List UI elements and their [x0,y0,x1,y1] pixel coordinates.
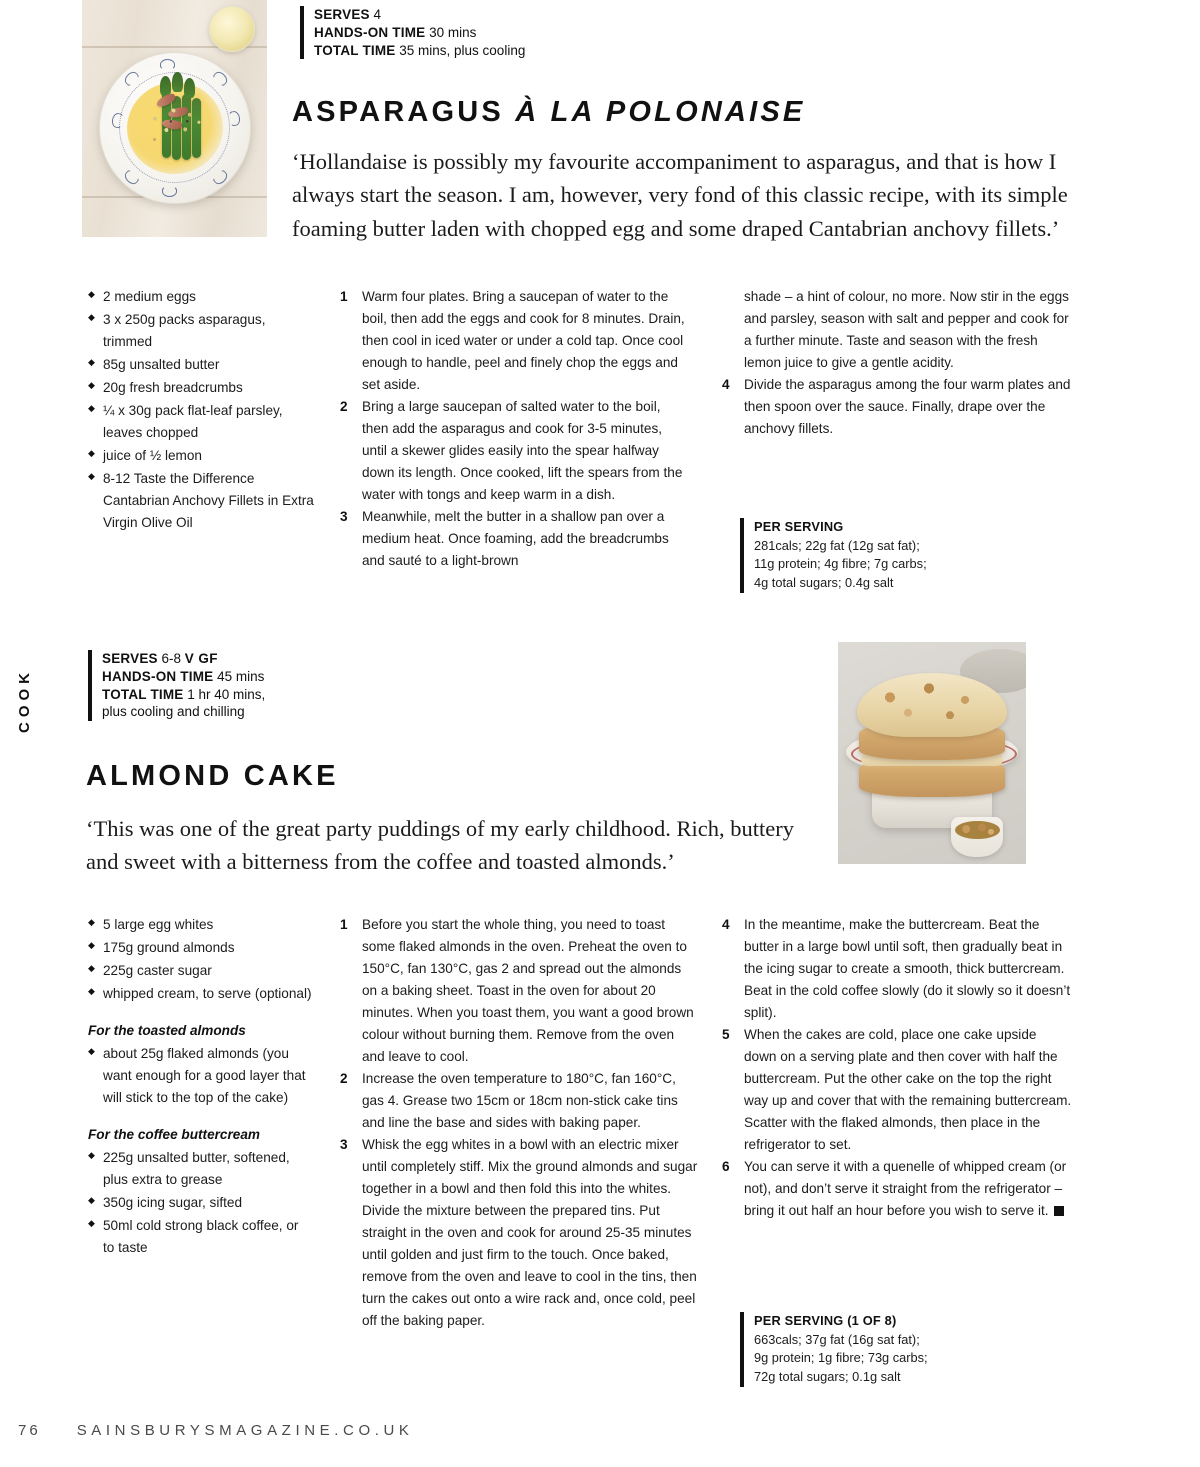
method-step [340,1068,700,1134]
recipe-title-main: ASPARAGUS [292,96,516,128]
section-tab-cook [4,640,44,760]
hands-on-value: 30 mins [429,24,477,40]
website-url: SAINSBURYSMAGAZINE.CO.UK [76,1422,414,1439]
recipe-title-asparagus [292,96,805,129]
plate-motif [160,59,175,70]
step-number: 4 [722,917,730,932]
method-list [722,374,1072,440]
ingredient-item: ◆ about 25g flaked almonds (you want enough for a good layer that will stick to the top of the cake) [88,1043,313,1109]
ingredient-item: ◆ 225g caster sugar [88,960,313,982]
step-number: 1 [340,289,348,304]
plate-motif [110,112,123,129]
nutrition-line: 72g total sugars; 0.1g salt [754,1369,901,1385]
ingredients-list [88,286,318,534]
serves-row [314,6,525,24]
recipe-standfirst-almond-cake: ‘This was one of the great party puddings of my early childhood. Rich, buttery and sweet with a bitterness from the coffee and toasted almonds.’ [86,816,794,875]
ingredient-item: ◆ 8-12 Taste the Difference Cantabrian Anchovy Fillets in Extra Virgin Olive Oil [88,468,318,534]
ingredient-item: ◆ 350g icing sugar, sifted [88,1192,313,1214]
recipe-standfirst-asparagus: ‘Hollandaise is possibly my favourite accompaniment to asparagus, and that is how I always start the season. I am, however, very fond of this classic recipe, with its simple foaming butter laden with chopped egg and some draped Cantabrian anchovy fillets.’ [292,149,1068,241]
recipe-meta-asparagus [300,6,525,59]
method-asparagus-column-1 [340,286,690,572]
nutrition-line: 11g protein; 4g fibre; 7g carbs; [754,556,927,572]
step-text: Bring a large saucepan of salted water to the boil, then add the asparagus and cook for 3-5 minutes, until a skewer glides easily into the spear halfway down its length. Once cooked, lift the spears from the water with tongs and keep warm in a dish. [362,399,683,503]
method-step [340,396,690,506]
total-time-value: 35 mins, plus cooling [399,42,526,58]
method-step [340,1134,700,1332]
method-step [340,914,700,1068]
ingredients-asparagus [88,286,318,535]
method-almond-cake-column-2 [722,914,1072,1222]
ingredient-item: ◆ 85g unsalted butter [88,354,318,376]
hands-on-label: HANDS-ON TIME [102,668,214,684]
plate-motif [211,69,229,87]
total-time-row [314,42,525,60]
total-time-label: TOTAL TIME [102,686,184,702]
recipe-title-almond-cake [86,760,339,793]
recipe-title-accent: À LA POLONAISE [515,96,806,128]
step-text: Warm four plates. Bring a saucepan of water to the boil, then add the eggs and cook for 8 minutes. Drain, then cool in iced water or under a cold tap. Once cool enough to handle, peel and finely chop the eggs and set aside. [362,289,685,393]
method-almond-cake-column-1 [340,914,700,1332]
nutrition-title: PER SERVING [754,519,844,534]
step-number: 2 [340,1071,348,1087]
ingredients-almond-cake [88,914,313,1260]
page-footer [18,1422,414,1439]
ingredient-item: ◆ 5 large egg whites [88,914,313,936]
ingredient-item: ◆ 50ml cold strong black coffee, or to taste [88,1215,313,1259]
step-text: Divide the asparagus among the four warm plates and then spoon over the sauce. Finally, drape over the anchovy fillets. [744,377,1071,437]
ingredients-list-toasted-almonds [88,1043,313,1109]
ingredient-item: ◆ whipped cream, to serve (optional) [88,983,313,1005]
hands-on-row [102,668,265,686]
step-text: In the meantime, make the buttercream. Beat the butter in a large bowl until soft, then gradually beat in the icing sugar to create a smooth, thick buttercream. Beat in the cold coffee slowly (do it slowly so it doesn’t split). [744,917,1071,1021]
almond-cake-photo-scene [838,642,1026,864]
flaked-almonds-bowl [951,817,1003,857]
wine-glass [209,6,255,52]
step-number: 3 [340,1137,348,1153]
method-step [722,374,1072,440]
ingredient-item: ◆ juice of ½ lemon [88,445,318,467]
total-time-row [102,686,265,704]
step-number: 3 [340,509,348,525]
serves-value: 6-8 [161,651,182,666]
step-text: When the cakes are cold, place one cake upside down on a serving plate and then cover with half the buttercream. Put the other cake on the top the right way up and cover that with the remaining buttercream. Scatter with the flaked almonds, then place in the refrigerator to set. [744,1027,1072,1153]
nutrition-almond-cake [740,1312,1054,1387]
asparagus-photo-scene [82,0,267,237]
step-text: Meanwhile, melt the butter in a shallow pan over a medium heat. Once foaming, add the breadcrumbs and sauté to a light-brown [362,509,669,569]
ingredient-item: ◆ 2 medium eggs [88,286,318,308]
plate-motif [211,168,229,186]
recipe-title-main: ALMOND CAKE [86,760,339,792]
serves-label: SERVES [314,7,370,22]
total-time-extra: plus cooling and chilling [102,704,245,720]
ingredient-item: ◆ 3 x 250g packs asparagus, trimmed [88,309,318,353]
method-step [722,1024,1072,1156]
method-step [722,1156,1072,1222]
nutrition-line: 663cals; 37g fat (16g sat fat); [754,1331,920,1347]
step-text: You can serve it with a quenelle of whipped cream (or not), and don’t serve it straight from the refrigerator – bring it out half an hour before you wish to serve it. [744,1159,1067,1219]
step-text: Whisk the egg whites in a bowl with an electric mixer until completely stiff. Mix the ground almonds and sugar together in a bowl and then fold this into the whites. Divide the mixture between the prepared tins. Put straight in the oven and cook for around 25-35 minutes until golden and just firm to the touch. Once baked, remove from the oven and leave to cool in the tins, then turn the cakes out onto a wire rack and, once cold, peel off the baking paper. [362,1137,698,1329]
method-step [722,914,1072,1024]
method-step [340,286,690,396]
serves-value: 4 [373,7,382,22]
total-time-value: 1 hr 40 mins, [187,686,266,702]
method-list [340,286,690,572]
method-list [722,914,1072,1222]
step-number: 2 [340,399,348,415]
recipe-meta-almond-cake [88,650,265,721]
nutrition-line: 9g protein; 1g fibre; 73g carbs; [754,1350,928,1366]
serves-label: SERVES [102,651,158,666]
asparagus-tip [184,78,195,98]
step-number: 1 [340,917,348,932]
almond-cake-photo [838,642,1026,864]
asparagus-photo [82,0,267,237]
page-number: 76 [18,1422,41,1439]
ingredients-subheading-toasted-almonds: For the toasted almonds [88,1023,246,1039]
method-step-continuation: shade – a hint of colour, no more. Now stir in the eggs and parsley, season with salt and pepper and cook for a further minute. Taste and season with the fresh lemon juice to give a gentle acidity. [744,289,1069,371]
method-list [340,914,700,1332]
hands-on-value: 45 mins [217,668,265,684]
ingredient-item: ◆ 20g fresh breadcrumbs [88,377,318,399]
nutrition-line: 4g total sugars; 0.4g salt [754,575,894,591]
ingredient-item: ◆ ¼ x 30g pack flat-leaf parsley, leaves chopped [88,400,318,444]
step-number: 6 [722,1159,730,1175]
ingredient-item: ◆ 225g unsalted butter, softened, plus extra to grease [88,1147,313,1191]
ingredients-subheading-coffee-buttercream: For the coffee buttercream [88,1127,260,1143]
step-number: 5 [722,1027,730,1043]
method-step [340,506,690,572]
serves-row [102,650,265,668]
dietary-badges: V GF [184,651,218,666]
article-end-mark [1054,1206,1064,1216]
total-time-label: TOTAL TIME [314,42,396,58]
plate-motif [122,69,140,87]
nutrition-line: 281cals; 22g fat (12g sat fat); [754,537,920,553]
asparagus-tip [172,72,183,92]
nutrition-title: PER SERVING (1 OF 8) [754,1313,897,1328]
method-asparagus-column-2 [722,286,1072,440]
section-tab-label: COOK [15,667,33,733]
hands-on-label: HANDS-ON TIME [314,24,426,40]
step-text: Before you start the whole thing, you need to toast some flaked almonds in the oven. Preheat the oven to 150°C, fan 130°C, gas 2 and spread out the almonds on a baking sheet. Toast in the oven for about 20 minutes. When you toast them, you want a good brown colour without burning them. Remove from the oven and leave to cool. [362,917,694,1065]
plate-motif [227,110,240,127]
plate-motif [162,186,177,197]
hands-on-row [314,24,525,42]
step-number: 4 [722,377,730,393]
ingredients-list [88,914,313,1005]
plate-motif [122,168,140,186]
nutrition-asparagus [740,518,1054,593]
ingredients-list-coffee-buttercream [88,1147,313,1259]
step-text: Increase the oven temperature to 180°C, fan 160°C, gas 4. Grease two 15cm or 18cm non-stick cake tins and line the base and sides with baking paper. [362,1071,678,1131]
ingredient-item: ◆ 175g ground almonds [88,937,313,959]
